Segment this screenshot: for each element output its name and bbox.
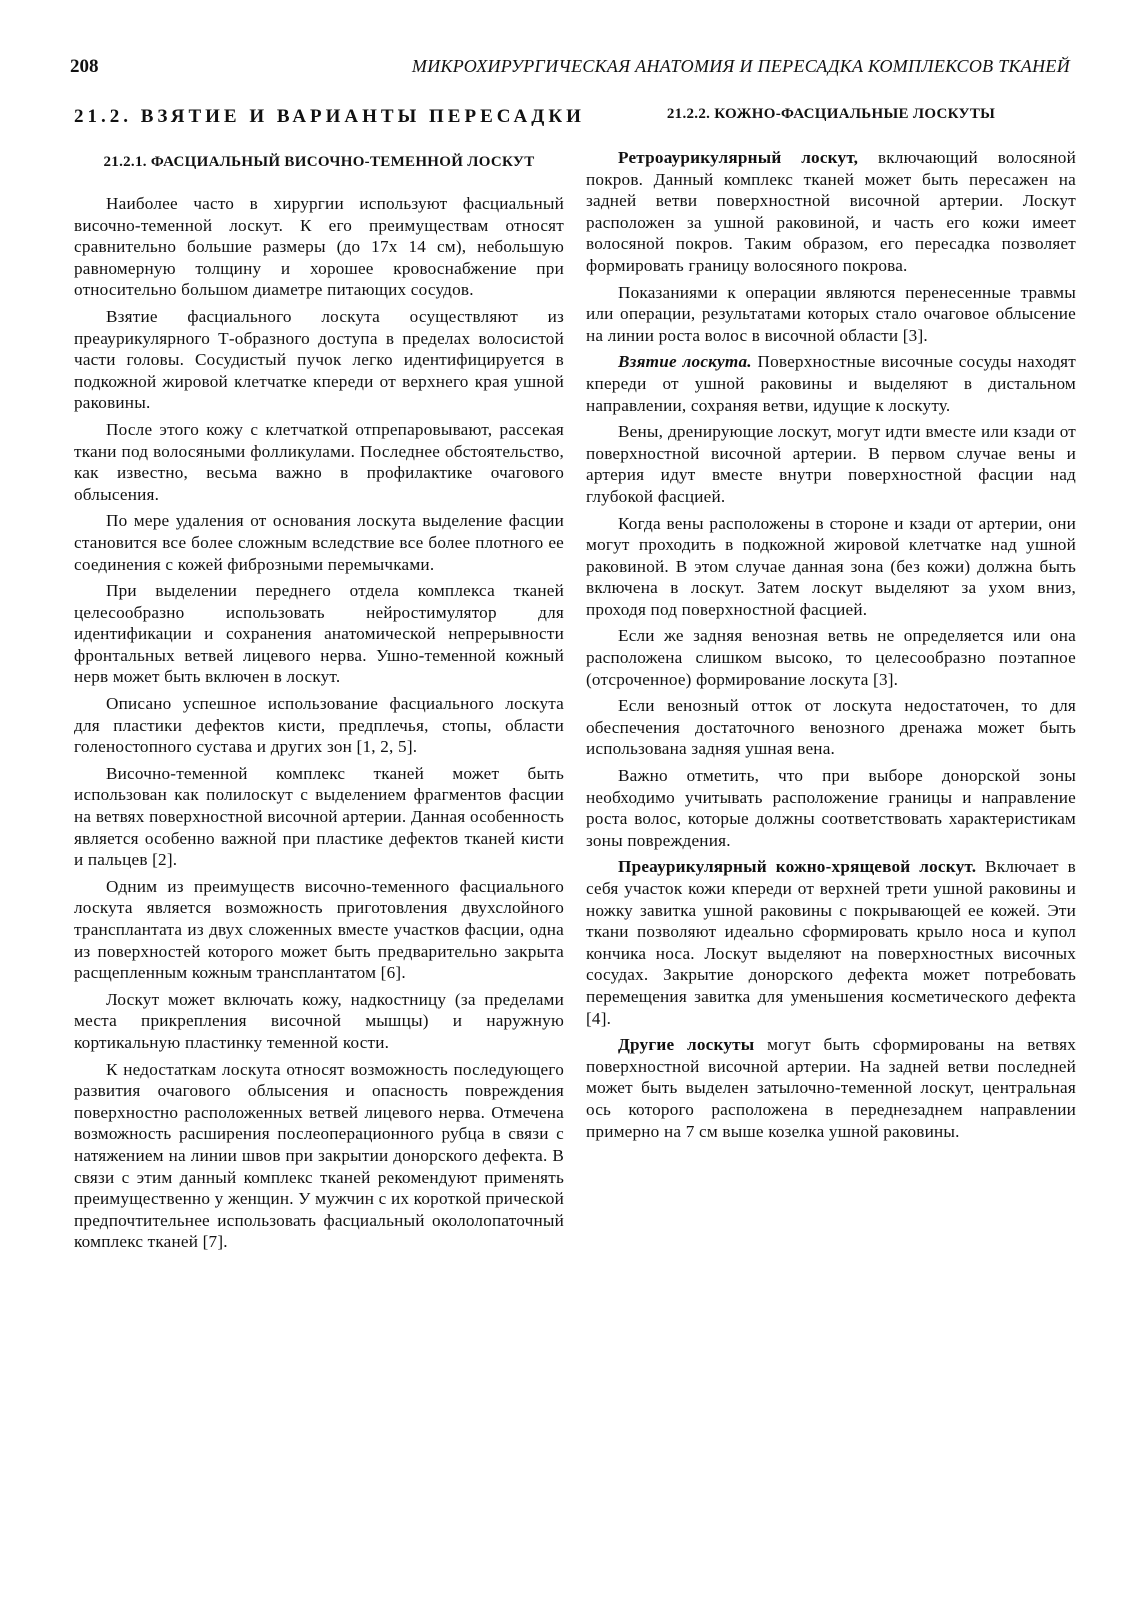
section-title: 21.2. ВЗЯТИЕ И ВАРИАНТЫ ПЕРЕСАДКИ (74, 106, 585, 127)
left-column (74, 100, 585, 1258)
paragraph-text: Включает в себя участок кожи кпереди от верхней трети ушной раковины и ножку завитка ушной раковины с покрывающей ее кожей. Эти ткани позволяют идеально сформировать крыло носа и купол кончика носа. Лоскут выделяют на поверхностных височных сосудах. Закрытие донорского дефекта может потребовать перемещения завитка для уменьшения косметического дефекта [4]. (586, 857, 1076, 1028)
subsection-title-skin-fascial: 21.2.2. КОЖНО-ФАСЦИАЛЬНЫЕ ЛОСКУТЫ (666, 106, 996, 122)
paragraph-text: Поверхностные височные сосуды находят кпереди от ушной раковины и выделяют в дистальном направлении, сохраняя ветви, идущие к лоскуту. (586, 352, 1076, 415)
paragraph: Лоскут может включать кожу, надкостницу (за пределами места прикрепления височной мышцы) и наружную кортикальную пластинку теменной кости. (74, 989, 564, 1052)
paragraph-retroauricular (586, 147, 1076, 277)
paragraph: Важно отметить, что при выборе донорской зоны необходимо учитывать расположение границы и направление роста волос, которые должны соответствовать характеристикам зоны повреждения. (586, 766, 1076, 850)
paragraph-preauricular (586, 856, 1076, 1029)
paragraph-harvest (586, 351, 1076, 416)
paragraph: После этого кожу с клетчаткой отпрепаровывают, рассекая ткани под волосяными фолликулами. Последнее обстоятельство, как известно, весьма важно в профилактике очагового облысения. (74, 419, 564, 504)
paragraph: По мере удаления от основания лоскута выделение фасции становится все более сложным вследствие все более плотного ее соединения с кожей фиброзными перемычками. (74, 511, 564, 574)
paragraph: Если венозный отток от лоскута недостаточен, то для обеспечения достаточного венозного дренажа может быть использована задняя ушная вена. (586, 696, 1076, 759)
paragraph: Височно-теменной комплекс тканей может быть использован как полилоскут с выделением фрагментов фасции на ветвях поверхностной височной артерии. Данная особенность является особенно важной при пластике дефектов тканей кисти и пальцев [2]. (74, 763, 564, 870)
right-column (586, 100, 1076, 1147)
term-harvest: Взятие лоскута. (618, 352, 752, 372)
paragraph-text: могут быть сформированы на ветвях поверхностной височной артерии. На задней ветви последней может быть выделен затылочно-теменной лоскут, центральная ось которого расположена в переднезаднем направлении примерно на 7 см выше козелка ушной раковины. (586, 1035, 1076, 1141)
paragraph: Наиболее часто в хирургии используют фасциальный височно-теменной лоскут. К его преимуществам относят сравнительно большие размеры (до 17x 14 см), небольшую равномерную толщину и хорошее кровоснабжение при относительно большом диаметре питающих сосудов. (74, 194, 564, 300)
paragraph: Одним из преимуществ височно-теменного фасциального лоскута является возможность приготовления двухслойного трансплантата из двух сложенных вместе участков фасции, одна из поверхностей которого может быть предварительно закрыта расщепленным кожным трансплантатом [6]. (74, 876, 564, 983)
term-retroauricular: Ретроаурикулярный лоскут, (618, 148, 859, 167)
paragraph-text: включающий волосяной покров. Данный комплекс тканей может быть пересажен на задней ветви поверхностной височной артерии. Лоскут расположен за ушной раковиной, и часть его кожи имеет волосяной покров. Таким образом, его пересадка позволяет формировать границу волосяного покрова. (586, 148, 1076, 275)
paragraph: Взятие фасциального лоскута осуществляют из преаурикулярного Т-образного доступа в пределах волосистой части головы. Сосудистый пучок легко идентифицируется в подкожной жировой клетчатке кпереди от верхнего края ушной раковины. (74, 306, 564, 413)
paragraph: Описано успешное использование фасциального лоскута для пластики дефектов кисти, предплечья, стопы, области голеностопного сустава и других зон [1, 2, 5]. (74, 694, 564, 757)
page-number: 208 (70, 56, 99, 77)
running-title: МИКРОХИРУРГИЧЕСКАЯ АНАТОМИЯ И ПЕРЕСАДКА КОМПЛЕКСОВ ТКАНЕЙ (411, 56, 1070, 76)
paragraph: При выделении переднего отдела комплекса тканей целесообразно использовать нейростимулятор для идентификации и сохранения анатомической непрерывности фронтальных ветвей лицевого нерва. Ушно-теменной кожный нерв может быть включен в лоскут. (74, 581, 564, 687)
paragraph-other-flaps (586, 1034, 1076, 1142)
subsection-title-fascial: 21.2.1. ФАСЦИАЛЬНЫЙ ВИСОЧНО-ТЕМЕННОЙ ЛОСКУТ (103, 154, 535, 170)
paragraph: Когда вены расположены в стороне и кзади от артерии, они могут проходить в подкожной жировой клетчатке над ушной раковиной. В этом случае данная зона (без кожи) должна быть включена в лоскут. Затем лоскут выделяют за ухом вниз, проходя под поверхностной фасцией. (586, 513, 1076, 619)
page-header (70, 56, 1070, 86)
paragraph: Показаниями к операции являются перенесенные травмы или операции, результатами которых стало очаговое облысение на линии роста волос в височной области [3]. (586, 282, 1076, 345)
paragraph: Вены, дренирующие лоскут, могут идти вместе или кзади от поверхностной височной артерии. В первом случае вены и артерия идут вместе внутри поверхностной фасции над глубокой фасцией. (586, 422, 1076, 506)
term-other-flaps: Другие лоскуты (618, 1035, 755, 1055)
paragraph: Если же задняя венозная ветвь не определяется или она расположена слишком высоко, то целесообразно поэтапное (отсроченное) формирование лоскута [3]. (586, 626, 1076, 689)
paragraph: К недостаткам лоскута относят возможность последующего развития очагового облысения и опасность повреждения поверхностно расположенных ветвей лицевого нерва. Отмечена возможность расширения послеоперационного рубца в связи с натяжением на линии швов при закрытии донорского дефекта. В связи с этим данный комплекс тканей рекомендуют применять преимущественно у женщин. У мужчин с их короткой прической предпочтительнее использовать фасциальный окололопаточный комплекс тканей [7]. (74, 1059, 564, 1252)
term-preauricular: Преаурикулярный кожно-хрящевой лоскут. (618, 857, 977, 877)
